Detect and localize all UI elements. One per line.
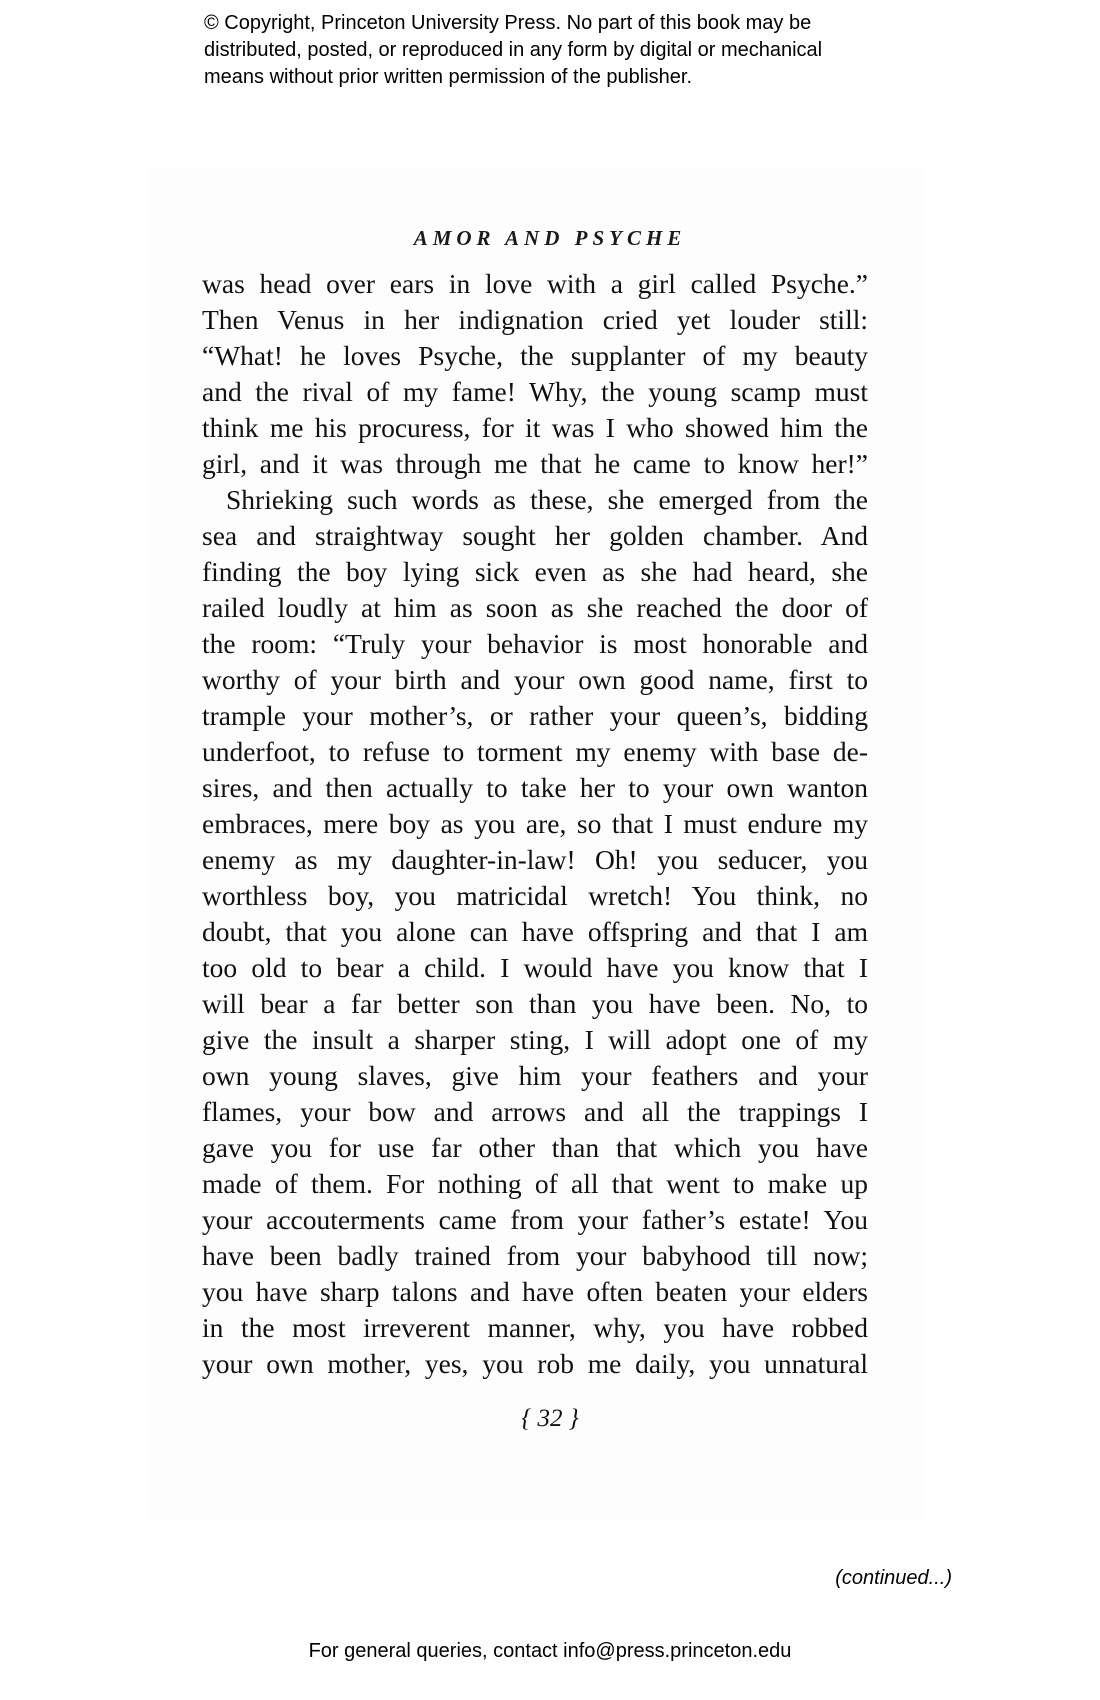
running-head: AMOR AND PSYCHE	[413, 226, 687, 250]
page-number: { 32 }	[521, 1405, 579, 1432]
text-line: too old to bear a child. I would have you know that I	[202, 952, 868, 983]
text-line: will bear a far better son than you have been. No, to	[202, 988, 868, 1019]
text-line: have been badly trained from your babyhood till now;	[202, 1240, 868, 1271]
text-line: enemy as my daughter-in-law! Oh! you seducer, you	[202, 844, 868, 875]
text-line: think me his procuress, for it was I who showed him the	[202, 412, 868, 443]
text-line: in the most irreverent manner, why, you have robbed	[202, 1312, 868, 1343]
text-line: the room: “Truly your behavior is most honorable and	[202, 628, 868, 659]
footer-contact: For general queries, contact info@press.princeton.edu	[308, 1640, 792, 1662]
text-line: own young slaves, give him your feathers and your	[202, 1060, 868, 1091]
text-line: worthy of your birth and your own good name, first to	[202, 664, 868, 695]
text-line: finding the boy lying sick even as she had heard, she	[202, 556, 868, 587]
text-line: girl, and it was through me that he came to know her!”	[202, 448, 868, 479]
text-line: you have sharp talons and have often beaten your elders	[202, 1276, 868, 1307]
text-line: Shrieking such words as these, she emerged from the	[226, 484, 868, 515]
text-line: sea and straightway sought her golden chamber. And	[202, 520, 868, 551]
text-line: your accouterments came from your father’s estate! You	[202, 1204, 868, 1235]
copyright-line: © Copyright, Princeton University Press. No part of this book may be	[204, 12, 812, 34]
text-line: doubt, that you alone can have offspring and that I am	[202, 916, 868, 947]
text-line: underfoot, to refuse to torment my enemy with base de-	[202, 736, 868, 767]
text-line: and the rival of my fame! Why, the young scamp must	[202, 376, 868, 407]
text-line: gave you for use far other than that which you have	[202, 1132, 868, 1163]
text-line: give the insult a sharper sting, I will adopt one of my	[202, 1024, 868, 1055]
text-line: embraces, mere boy as you are, so that I must endure my	[202, 808, 868, 839]
text-line: sires, and then actually to take her to your own wanton	[202, 772, 868, 803]
text-line: was head over ears in love with a girl called Psyche.”	[202, 268, 868, 299]
text-line: Then Venus in her indignation cried yet louder still:	[202, 304, 868, 335]
text-line: trample your mother’s, or rather your queen’s, bidding	[202, 700, 868, 731]
body-text	[202, 266, 868, 1382]
text-line: worthless boy, you matricidal wretch! You think, no	[202, 880, 868, 911]
text-line: your own mother, yes, you rob me daily, you unnatural	[202, 1348, 868, 1379]
text-line: railed loudly at him as soon as she reached the door of	[202, 592, 868, 623]
copyright-notice	[204, 10, 924, 91]
text-line: made of them. For nothing of all that went to make up	[202, 1168, 868, 1199]
continued-note: (continued...)	[835, 1567, 952, 1589]
text-line: flames, your bow and arrows and all the trappings I	[202, 1096, 868, 1127]
copyright-line: means without prior written permission of the publisher.	[204, 66, 693, 88]
copyright-line: distributed, posted, or reproduced in any form by digital or mechanical	[204, 39, 823, 61]
text-line: “What! he loves Psyche, the supplanter of my beauty	[202, 340, 868, 371]
